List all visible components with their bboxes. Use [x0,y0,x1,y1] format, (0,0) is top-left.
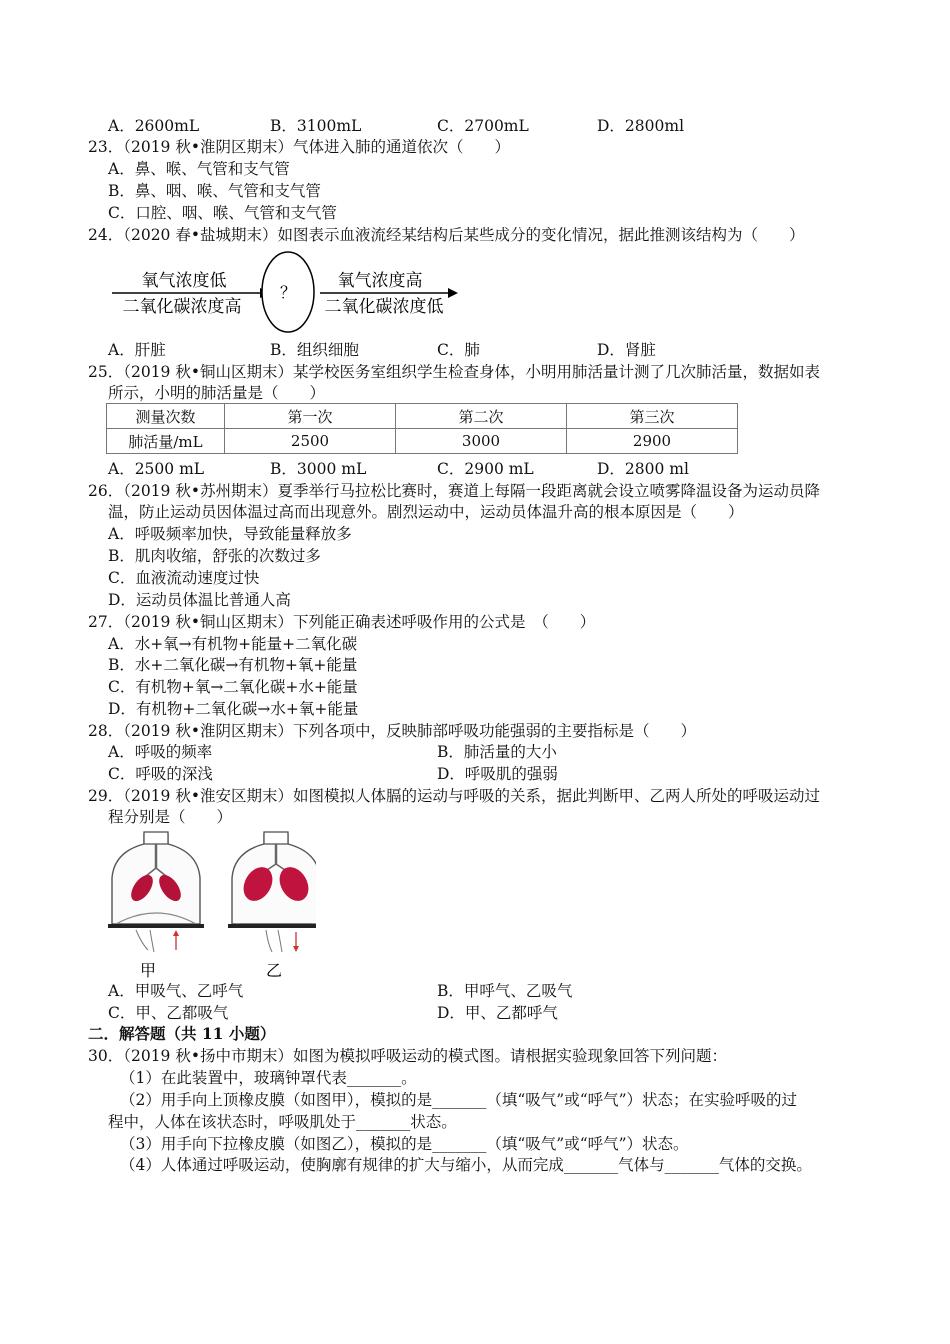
q24-label-left-top: 氧气浓度低 [141,271,227,291]
q29-stem-line1: 29．（2019 秋•淮安区期末）如图模拟人体膈的运动与呼吸的关系，据此判断甲、乙两人所处的呼吸运动过 [88,787,820,805]
q23-option-c: C．口腔、咽、喉、气管和支气管 [108,204,337,222]
q29-stem-line2: 程分别是（ ） [108,808,233,826]
q30-part2-line2: 程中，人体在该状态时，呼吸肌处于_______状态。 [108,1113,457,1131]
q24-figure [108,250,468,338]
table-header-row [107,404,738,429]
q22-option-d: D．2800ml [597,117,685,135]
q25-stem-line2: 所示，小明的肺活量是（ ） [108,384,326,402]
q25-option-b: B．3000 mL [270,460,367,478]
q30-part4: （4）人体通过呼吸运动，使胸廓有规律的扩大与缩小，从而完成_______气体与_______气体的交换。 [120,1156,812,1174]
q30-part1: （1）在此装置中，玻璃钟罩代表_______。 [120,1069,417,1087]
q26-option-c: C．血液流动速度过快 [108,569,260,587]
table-header-cell: 第三次 [567,404,738,429]
bell-jar-left [108,832,204,980]
q29-option-a: A．甲吸气、乙呼气 [108,982,244,1000]
q22-option-b: B．3100mL [270,117,362,135]
q24-label-right-bottom: 二氧化碳浓度低 [324,297,444,317]
q24-option-d: D．肾脏 [597,341,656,359]
table-header-cell: 测量次数 [107,404,225,429]
q24-option-a: A．肝脏 [108,341,166,359]
q30-part2-line1: （2）用手向上顶橡皮膜（如图甲），模拟的是_______（填“吸气”或“呼气”）状态；在实验呼吸的过 [120,1091,798,1109]
q24-stem: 24．（2020 春•盐城期末）如图表示血液流经某结构后某些成分的变化情况，据此推测该结构为（ ） [88,226,805,244]
q24-option-c: C．肺 [437,341,480,359]
bell-jar-right [228,832,316,980]
q30-stem: 30．（2019 秋•扬中市期末）如图为模拟呼吸运动的模式图。请根据实验现象回答下列问题： [88,1047,727,1065]
q24-label-right-top: 氧气浓度高 [337,271,423,291]
q29-bell-jar-figure [106,826,316,982]
table-cell: 2900 [567,429,738,454]
q23-option-b: B．鼻、咽、喉、气管和支气管 [108,182,321,200]
q29-option-b: B．甲呼气、乙吸气 [437,982,573,1000]
q25-stem-line1: 25．（2019 秋•铜山区期末）某学校医务室组织学生检查身体，小明用肺活量计测了几次肺活量，数据如表 [88,363,820,381]
q26-option-a: A．呼吸频率加快，导致能量释放多 [108,525,352,543]
q24-option-b: B．组织细胞 [270,341,359,359]
table-cell: 2500 [225,429,396,454]
q29-option-c: C．甲、乙都吸气 [108,1004,229,1022]
q28-option-b: B．肺活量的大小 [437,743,557,761]
q30-part3: （3）用手向下拉橡皮膜（如图乙），模拟的是_______（填“吸气”或“呼气”）状态。 [120,1135,689,1153]
table-header-cell: 第一次 [225,404,396,429]
table-cell: 3000 [396,429,567,454]
q27-option-b: B．水+二氧化碳→有机物+氧+能量 [108,656,358,674]
q25-table [106,403,738,454]
q28-option-a: A．呼吸的频率 [108,743,213,761]
q29-option-d: D．甲、乙都呼气 [437,1004,558,1022]
q27-option-c: C．有机物+氧→二氧化碳+水+能量 [108,678,358,696]
q27-option-a: A．水+氧→有机物+能量+二氧化碳 [108,635,358,653]
q27-option-d: D．有机物+二氧化碳→水+氧+能量 [108,700,359,718]
table-row [107,429,738,454]
q26-stem-line2: 温，防止运动员因体温过高而出现意外。剧烈运动中，运动员体温升高的根本原因是（ ） [108,503,744,521]
figure-label-yi: 乙 [265,961,283,980]
q25-option-a: A．2500 mL [108,460,205,478]
section-heading: 二．解答题（共 11 小题） [88,1024,276,1043]
q23-option-a: A．鼻、喉、气管和支气管 [108,160,290,178]
q22-option-a: A．2600mL [108,117,200,135]
q28-stem: 28．（2019 秋•淮阴区期末）下列各项中，反映肺部呼吸功能强弱的主要指标是（ ） [88,722,696,740]
q22-option-c: C．2700mL [437,117,529,135]
q26-option-d: D．运动员体温比普通人高 [108,591,291,609]
q26-option-b: B．肌肉收缩，舒张的次数过多 [108,547,321,565]
table-cell: 肺活量/mL [107,429,225,454]
q28-option-c: C．呼吸的深浅 [108,765,213,783]
q24-label-left-bottom: 二氧化碳浓度高 [122,297,242,317]
q26-stem-line1: 26．（2019 秋•苏州期末）夏季举行马拉松比赛时，赛道上每隔一段距离就会设立喷雾降温设备为运动员降 [88,482,820,500]
q24-center-mark: ？ [279,283,297,302]
table-header-cell: 第二次 [396,404,567,429]
q27-stem: 27．（2019 秋•铜山区期末）下列能正确表述呼吸作用的公式是 （ ） [88,613,596,631]
q28-option-d: D．呼吸肌的强弱 [437,765,558,783]
q25-option-d: D．2800 ml [597,460,689,478]
q25-option-c: C．2900 mL [437,460,534,478]
q23-stem: 23．（2019 秋•淮阴区期末）气体进入肺的通道依次（ ） [88,138,510,156]
figure-label-jia: 甲 [139,961,157,980]
